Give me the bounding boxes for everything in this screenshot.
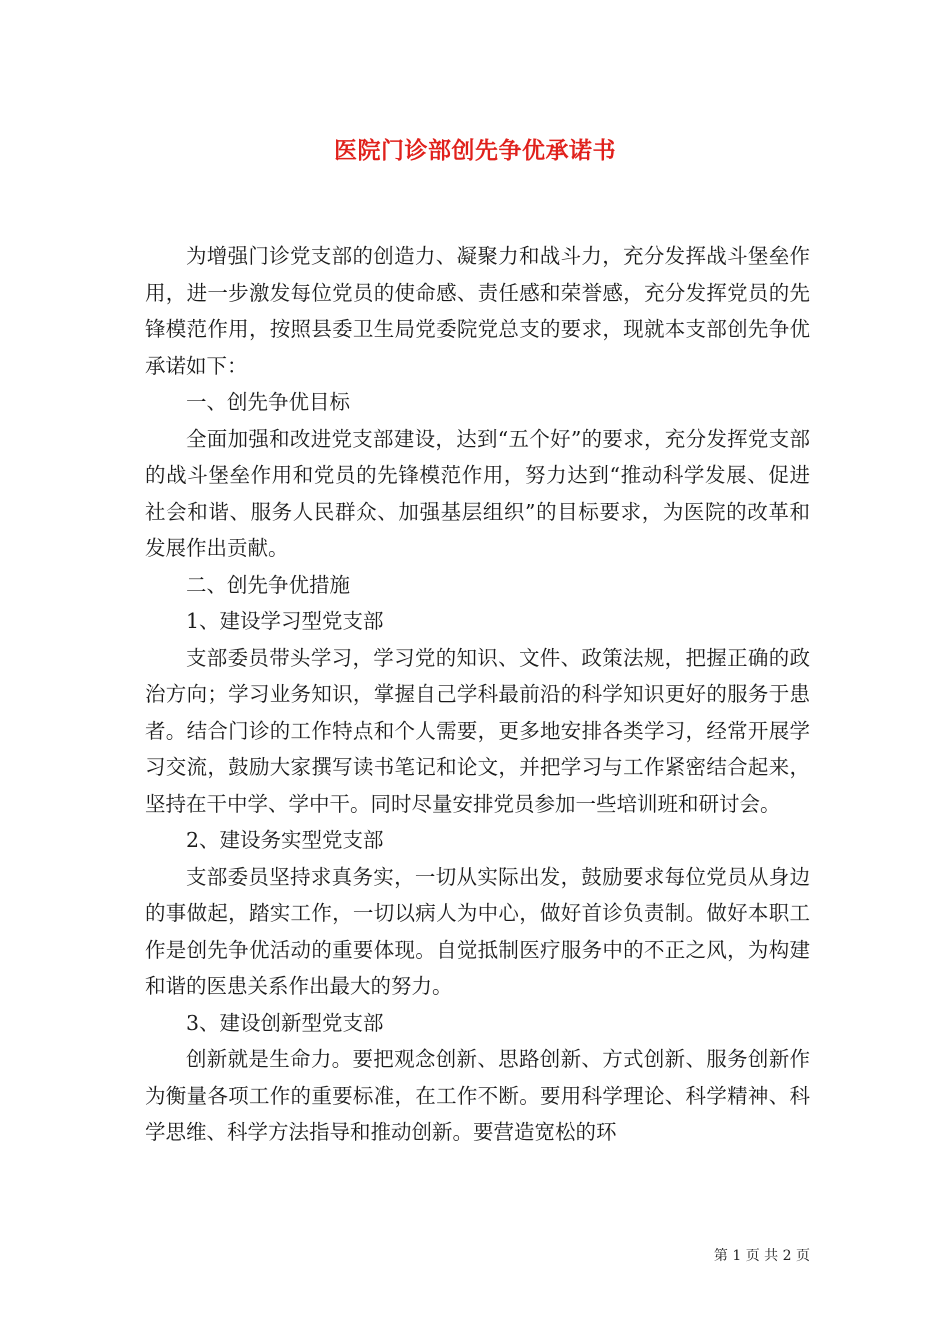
- subheading-innovative-branch: 3、建设创新型党支部: [186, 1010, 384, 1035]
- section-heading-measures: 二、创先争优措施: [186, 572, 350, 597]
- subheading-learning-branch: 1、建设学习型党支部: [186, 609, 384, 633]
- section-heading-goals: 一、创先争优目标: [186, 390, 350, 414]
- practical-branch-paragraph: 支部委员坚持求真务实，一切从实际出发，鼓励要求每位党员从身边的事做起，踏实工作，一切以病人为中心，做好首诊负责制。做好本职工作是创先争优活动的重要体现。自觉抵制医疗服务中的不正之风，为构建和谐的医患关系作出最大的努力。: [145, 864, 810, 998]
- goals-paragraph: 全面加强和改进党支部建设，达到“五个好”的要求，充分发挥党支部的战斗堡垒作用和党员的先锋模范作用，努力达到“推动科学发展、促进社会和谐、服务人民群众、加强基层组织”的目标要求，为医院的改革和发展作出贡献。: [145, 426, 810, 560]
- document-body: [145, 238, 810, 1151]
- document-title: 医院门诊部创先争优承诺书: [334, 137, 616, 164]
- intro-paragraph: 为增强门诊党支部的创造力、凝聚力和战斗力，充分发挥战斗堡垒作用，进一步激发每位党员的使命感、责任感和荣誉感，充分发挥党员的先锋模范作用，按照县委卫生局党委院党总支的要求，现就本支部创先争优承诺如下：: [145, 244, 810, 378]
- learning-branch-paragraph: 支部委员带头学习，学习党的知识、文件、政策法规，把握正确的政治方向；学习业务知识，掌握自己学科最前沿的科学知识更好的服务于患者。结合门诊的工作特点和个人需要，更多地安排各类学习，经常开展学习交流，鼓励大家撰写读书笔记和论文，并把学习与工作紧密结合起来，坚持在干中学、学中干。同时尽量安排党员参加一些培训班和研讨会。: [145, 645, 810, 816]
- subheading-practical-branch: 2、建设务实型党支部: [186, 828, 384, 852]
- innovative-branch-paragraph: 创新就是生命力。要把观念创新、思路创新、方式创新、服务创新作为衡量各项工作的重要标准，在工作不断。要用科学理论、科学精神、科学思维、科学方法指导和推动创新。要营造宽松的环: [145, 1047, 810, 1144]
- page-number: 第 1 页 共 2 页: [713, 1248, 810, 1264]
